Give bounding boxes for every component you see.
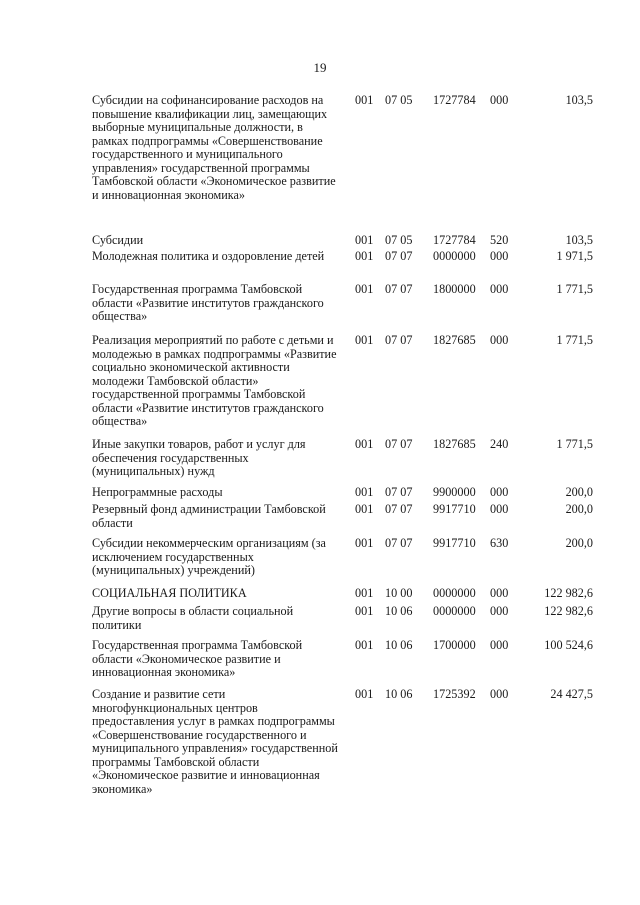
kind-code: 000 — [490, 604, 509, 618]
kind-code: 000 — [490, 502, 509, 516]
target-code: 0000000 — [433, 604, 476, 618]
target-code: 9900000 — [433, 485, 476, 499]
kind-code: 000 — [490, 93, 509, 107]
row-name: Резервный фонд администрации Тамбовской области — [92, 502, 326, 530]
section-code: 07 07 — [385, 536, 413, 550]
amount: 200,0 — [565, 502, 593, 516]
kind-code: 000 — [490, 586, 509, 600]
budget-table — [0, 94, 640, 812]
kind-code: 630 — [490, 536, 509, 550]
row-name: Создание и развитие сети многофункциональных центров предоставления услуг в рамках подпрограммы «Совершенствование государственного и муниципального управления» государственной программы Тамбовской области «Экономическое развитие и инновационная экономика» — [92, 687, 338, 796]
ministry-code: 001 — [355, 437, 374, 451]
target-code: 0000000 — [433, 249, 476, 263]
amount: 103,5 — [565, 233, 593, 247]
row-name: Молодежная политика и оздоровление детей — [92, 249, 325, 263]
amount: 100 524,6 — [544, 638, 593, 652]
page-number: 19 — [313, 60, 327, 75]
table-row — [0, 283, 640, 334]
ministry-code: 001 — [355, 536, 374, 550]
ministry-code: 001 — [355, 485, 374, 499]
ministry-code: 001 — [355, 93, 374, 107]
amount: 24 427,5 — [550, 687, 593, 701]
table-row — [0, 688, 640, 812]
amount: 122 982,6 — [544, 604, 593, 618]
row-name: Субсидии — [92, 233, 144, 247]
target-code: 1700000 — [433, 638, 476, 652]
kind-code: 000 — [490, 249, 509, 263]
ministry-code: 001 — [355, 333, 374, 347]
target-code: 9917710 — [433, 502, 476, 516]
table-row — [0, 587, 640, 605]
kind-code: 000 — [490, 333, 509, 347]
amount: 1 771,5 — [556, 333, 593, 347]
kind-code: 000 — [490, 282, 509, 296]
amount: 122 982,6 — [544, 586, 593, 600]
row-name: Другие вопросы в области социальной политики — [92, 604, 294, 632]
kind-code: 520 — [490, 233, 509, 247]
row-name: Субсидии на софинансирование расходов на повышение квалификации лиц, замещающих выборные муниципальные должности, в рамках подпрограммы «Совершенствование государственного и муниципального управления» государственной программы Тамбовской области «Экономическое развитие и инновационная экономика» — [92, 93, 336, 202]
row-name: СОЦИАЛЬНАЯ ПОЛИТИКА — [92, 586, 247, 600]
kind-code: 000 — [490, 485, 509, 499]
row-name: Непрограммные расходы — [92, 485, 223, 499]
section-code: 07 07 — [385, 502, 413, 516]
target-code: 9917710 — [433, 536, 476, 550]
row-name: Государственная программа Тамбовской области «Развитие институтов гражданского общества» — [92, 282, 324, 323]
ministry-code: 001 — [355, 638, 374, 652]
section-code: 07 07 — [385, 437, 413, 451]
table-row — [0, 605, 640, 639]
section-code: 07 07 — [385, 485, 413, 499]
table-row — [0, 503, 640, 537]
ministry-code: 001 — [355, 586, 374, 600]
target-code: 0000000 — [433, 586, 476, 600]
amount: 1 971,5 — [556, 249, 593, 263]
kind-code: 000 — [490, 687, 509, 701]
section-code: 07 05 — [385, 233, 413, 247]
amount: 103,5 — [565, 93, 593, 107]
amount: 1 771,5 — [556, 282, 593, 296]
ministry-code: 001 — [355, 502, 374, 516]
target-code: 1800000 — [433, 282, 476, 296]
kind-code: 240 — [490, 437, 509, 451]
section-code: 07 07 — [385, 282, 413, 296]
target-code: 1727784 — [433, 233, 476, 247]
ministry-code: 001 — [355, 233, 374, 247]
section-code: 07 07 — [385, 249, 413, 263]
section-code: 10 06 — [385, 604, 413, 618]
row-name: Субсидии некоммерческим организациям (за исключением государственных (муниципальных) учреждений) — [92, 536, 326, 577]
table-row — [0, 94, 640, 234]
section-code: 07 07 — [385, 333, 413, 347]
table-row — [0, 250, 640, 283]
amount: 200,0 — [565, 536, 593, 550]
table-row — [0, 334, 640, 438]
row-name: Реализация мероприятий по работе с детьми и молодежью в рамках подпрограммы «Развитие социально экономической активности молодежи Тамбовской области» государственной программы Тамбовской области «Развитие институтов гражданского общества» — [92, 333, 337, 428]
ministry-code: 001 — [355, 604, 374, 618]
ministry-code: 001 — [355, 282, 374, 296]
section-code: 07 05 — [385, 93, 413, 107]
table-row — [0, 537, 640, 587]
section-code: 10 06 — [385, 687, 413, 701]
row-name: Иные закупки товаров, работ и услуг для обеспечения государственных (муниципальных) нужд — [92, 437, 306, 478]
target-code: 1827685 — [433, 437, 476, 451]
kind-code: 000 — [490, 638, 509, 652]
ministry-code: 001 — [355, 249, 374, 263]
section-code: 10 06 — [385, 638, 413, 652]
section-code: 10 00 — [385, 586, 413, 600]
amount: 200,0 — [565, 485, 593, 499]
target-code: 1727784 — [433, 93, 476, 107]
row-name: Государственная программа Тамбовской области «Экономическое развитие и инновационная экономика» — [92, 638, 303, 679]
table-row — [0, 639, 640, 688]
target-code: 1725392 — [433, 687, 476, 701]
target-code: 1827685 — [433, 333, 476, 347]
amount: 1 771,5 — [556, 437, 593, 451]
table-row — [0, 438, 640, 486]
table-row — [0, 486, 640, 503]
ministry-code: 001 — [355, 687, 374, 701]
table-row — [0, 234, 640, 250]
